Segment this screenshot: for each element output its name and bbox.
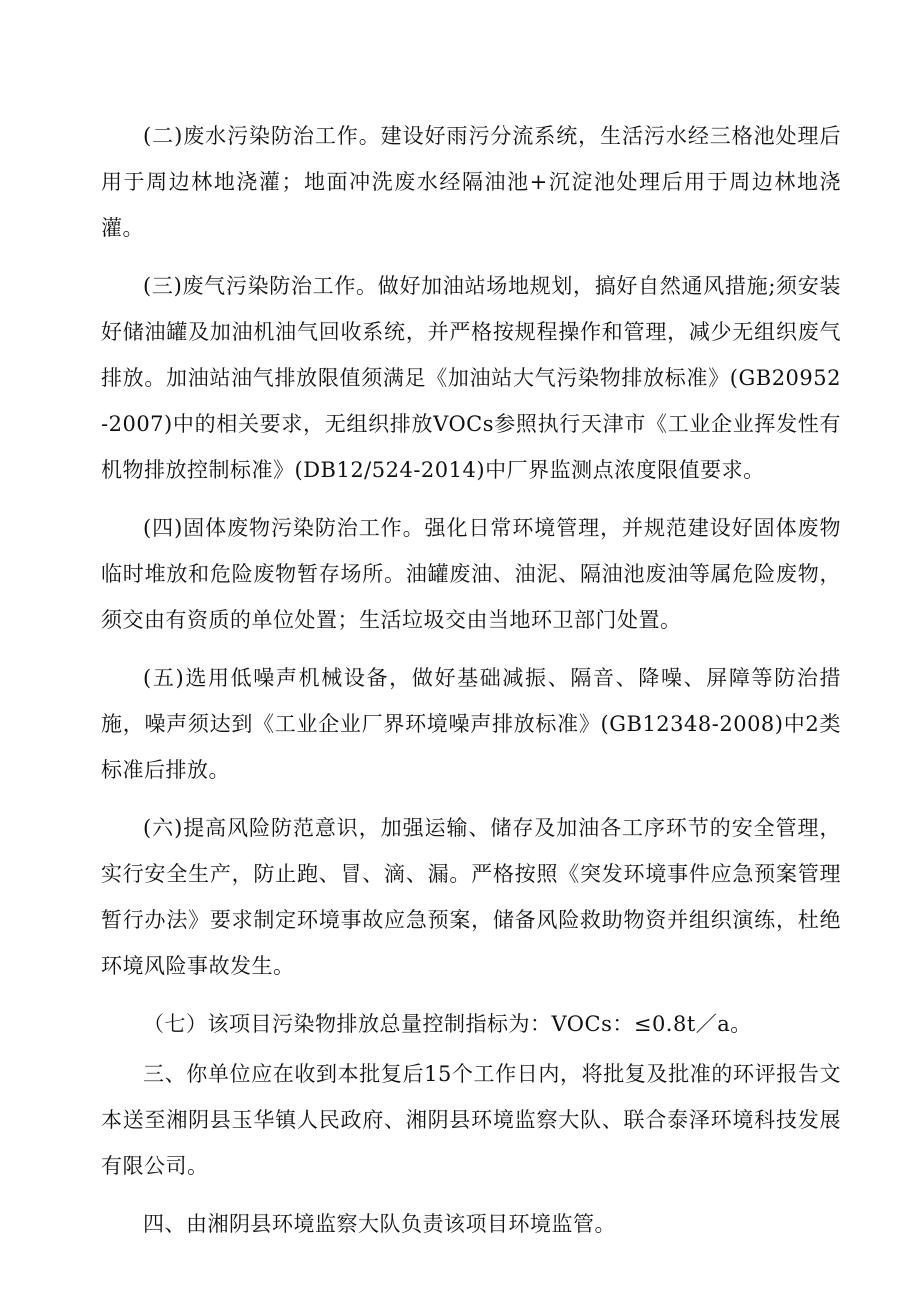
paragraph-exhaust-gas: (三)废气污染防治工作。做好加油站场地规划，搞好自然通风措施;须安装好储油罐及加油机油气回收系统，并严格按规程操作和管理，减少无组织废气排放。加油站油气排放限值须满足《加油站大气污染物排放标准》(GB20952-2007)中的相关要求，无组织排放VOCs参照执行天津市《工业企业挥发性有机物排放控制标准》(DB12/524-2014)中厂界监测点浓度限值要求。 <box>101 274 841 482</box>
document-body <box>101 113 841 1259</box>
paragraph-emission-quota: （七）该项目污染物排放总量控制指标为：VOCs：≤0.8t／a。 <box>143 1012 752 1036</box>
paragraph-supervision: 四、由湘阴县环境监察大队负责该项目环境监管。 <box>143 1212 616 1236</box>
paragraph-wastewater: (二)废水污染防治工作。建设好雨污分流系统，生活污水经三格池处理后用于周边林地浇灌；地面冲洗废水经隔油池+沉淀池处理后用于周边林地浇灌。 <box>101 124 841 240</box>
paragraph-submission: 三、你单位应在收到本批复后15个工作日内，将批复及批准的环评报告文本送至湘阴县玉华镇人民政府、湘阴县环境监察大队、联合泰泽环境科技发展有限公司。 <box>101 1062 841 1178</box>
paragraph-solid-waste: (四)固体废物污染防治工作。强化日常环境管理，并规范建设好固体废物临时堆放和危险废物暂存场所。油罐废油、油泥、隔油池废油等属危险废物，须交由有资质的单位处置；生活垃圾交由当地环卫部门处置。 <box>101 516 841 632</box>
paragraph-risk: (六)提高风险防范意识，加强运输、储存及加油各工序环节的安全管理，实行安全生产，防止跑、冒、滴、漏。严格按照《突发环境事件应急预案管理暂行办法》要求制定环境事故应急预案，储备风险救助物资并组织演练，杜绝环境风险事故发生。 <box>101 816 841 978</box>
paragraph-noise: (五)选用低噪声机械设备，做好基础减振、隔音、降噪、屏障等防治措施，噪声须达到《工业企业厂界环境噪声排放标准》(GB12348-2008)中2类标准后排放。 <box>101 666 841 782</box>
